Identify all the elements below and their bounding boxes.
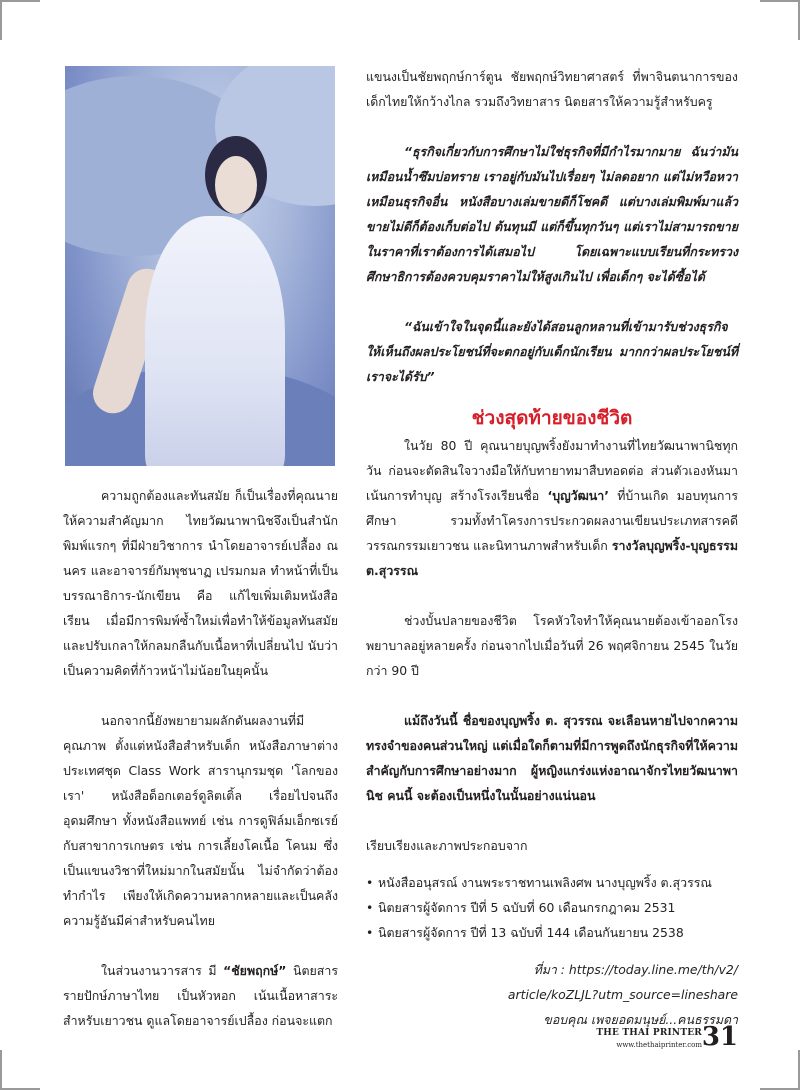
crop-mark — [0, 1050, 2, 1090]
source-line: ที่มา : https://today.line.me/th/v2/ — [533, 962, 738, 977]
paragraph: แขนงเป็นชัยพฤกษ์การ์ตูน ชัยพฤกษ์วิทยาศาสตร์ ที่พาจินตนาการของเด็กไทยให้กว้างไกล รวมถึงวิทยาสาร นิตยสารให้ความรู้สำหรับครู — [366, 69, 738, 109]
text-run: ในวัย 80 ปี คุณนายบุญพริ้งยังมาทำงานที่ไทยวัฒนาพานิชทุกวัน ก่อนจะตัดสินใจวางมือให้กับทายาทมาสืบทอดต่อ ส่วนตัวเองหันมาเน้นการทำบุญ สร้างโรงเรียนชื่อ — [366, 438, 738, 503]
text-run: นิตยสารรายปักษ์ภาษาไทย เป็นหัวหอก เน้นเนื้อหาสาระสำหรับเยาวชน ดูแลโดยอาจารย์เปลื้อง ก่อนจะแตก — [63, 963, 338, 1028]
text-run: ที่บ้านเกิด มอบทุนการศึกษา รวมทั้งทำโครงการประกวดผลงานเขียนประเภทสารคดี วรรณกรรมเยาวชน และนิทานภาพสำหรับเด็ก — [366, 488, 738, 553]
paragraph — [63, 958, 338, 1033]
text-run: ในส่วนงานวารสาร มี — [101, 963, 224, 978]
quote-paragraph: “ธุรกิจเกี่ยวกับการศึกษาไม่ใช่ธุรกิจที่มีกำไรมากมาย ฉันว่ามันเหมือนน้ำซึมบ่อทราย เราอยู่กับมันไปเรื่อยๆ ไม่ลดอยาก แต่ไม่หวือหวาเหมือนธุรกิจอื่น หนังสือบางเล่มขายดีก็โชคดี แต่บางเล่มพิมพ์มาแล้วขายไม่ดีก็ต้องเก็บต่อไป ต้นทุนมี แต่ก็ขึ้นทุกวันๆ แต่เราไม่สามารถขายในราคาที่เราต้องการได้เสมอไป โดยเฉพาะแบบเรียนที่กระทรวงศึกษาธิการต้องควบคุมราคาไม่ให้สูงเกินไป เพื่อเด็กๆ จะได้ซื้อได้ — [366, 144, 738, 284]
crop-mark — [0, 0, 40, 2]
source-line: article/koZLJL?utm_source=lineshare — [507, 987, 738, 1002]
reference-item: • หนังสืออนุสรณ์ งานพระราชทานเพลิงศพ นางบุญพริ้ง ต.สุวรรณ — [366, 870, 738, 895]
paragraph — [366, 433, 738, 583]
portrait-photo — [65, 66, 335, 466]
section-heading: ช่วงสุดท้ายของชีวิต — [471, 407, 633, 429]
school-name-bold: ‘บุญวัฒนา’ — [547, 488, 609, 503]
page-number: 31 — [701, 1022, 738, 1052]
references-title: เรียบเรียงและภาพประกอบจาก — [366, 838, 528, 853]
photo-person-dress — [145, 216, 285, 466]
photo-person-head — [205, 136, 267, 214]
crop-mark — [760, 0, 800, 2]
references-list — [366, 870, 738, 945]
acknowledgement-line: ขอบคุณ เพจยอดมนุษย์...คนธรรมดา — [543, 1012, 738, 1027]
left-column — [63, 483, 338, 1033]
reference-item: • นิตยสารผู้จัดการ ปีที่ 5 ฉบับที่ 60 เดือนกรกฎาคม 2531 — [366, 895, 738, 920]
magazine-url: www.thethaiprinter.com — [616, 1041, 702, 1049]
magazine-name-bold: “ชัยพฤกษ์” — [223, 963, 287, 978]
reference-item: • นิตยสารผู้จัดการ ปีที่ 13 ฉบับที่ 144 เดือนกันยายน 2538 — [366, 920, 738, 945]
crop-mark — [0, 0, 2, 40]
paragraph: นอกจากนี้ยังพยายามผลักดันผลงานที่มีคุณภาพ ตั้งแต่หนังสือสำหรับเด็ก หนังสือภาษาต่างประเทศชุด Class Work สารานุกรมชุด 'โลกของเรา' หนังสือด็อกเตอร์ดูลิตเติ้ล เรื่อยไปจนถึงอุดมศึกษา ทั้งหนังสือแพทย์ เช่น การดูฟิล์มเอ็กซเรย์ กับสาขาการเกษตร เช่น การเลี้ยงโคเนื้อ โคนม ซึ่งเป็นแขนงวิชาที่ใหม่มากในสมัยนั้น ไม่จำกัดว่าต้องทำกำไร เพียงให้เกิดความหลากหลายและเป็นคลังความรู้อันมีค่าสำหรับคนไทย — [63, 713, 338, 928]
closing-paragraph: แม้ถึงวันนี้ ชื่อของบุญพริ้ง ต. สุวรรณ จะเลือนหายไปจากความทรงจำของคนส่วนใหญ่ แต่เมื่อใดก็ตามที่มีการพูดถึงนักธุรกิจที่ให้ความสำคัญกับการศึกษาอย่างมาก ผู้หญิงแกร่งแห่งอาณาจักรไทยวัฒนาพานิช คนนี้ จะต้องเป็นหนึ่งในนั้นอย่างแน่นอน — [366, 713, 738, 803]
paragraph: ช่วงบั้นปลายของชีวิต โรคหัวใจทำให้คุณนายต้องเข้าออกโรงพยาบาลอยู่หลายครั้ง ก่อนจากไปเมื่อวันที่ 26 พฤศจิกายน 2545 ในวัยกว่า 90 ปี — [366, 613, 738, 678]
quote-paragraph: “ฉันเข้าใจในจุดนี้และยังได้สอนลูกหลานที่เข้ามารับช่วงธุรกิจ ให้เห็นถึงผลประโยชน์ที่จะตกอยู่กับเด็กนักเรียน มากกว่าผลประโยชน์ที่เราจะได้รับ” — [366, 319, 738, 384]
paragraph: ความถูกต้องและทันสมัย ก็เป็นเรื่องที่คุณนายให้ความสำคัญมาก ไทยวัฒนาพานิชจึงเป็นสำนักพิมพ์แรกๆ ที่มีฝ่ายวิชาการ นำโดยอาจารย์เปลื้อง ณ นคร และอาจารย์กัมพุชนาฏ เปรมกมล ทำหน้าที่เป็นบรรณาธิการ-นักเขียน คือ แก้ไขเพิ่มเติมหนังสือเรียน เมื่อมีการพิมพ์ซ้ำใหม่เพื่อทำให้ข้อมูลทันสมัย และปรับเกลาให้กลมกลืนกับเนื้อหาที่เปลี่ยนไป นับว่าเป็นความคิดที่ก้าวหน้าไม่น้อยในยุคนั้น — [63, 488, 338, 678]
magazine-name: THE THAI PRINTER — [596, 1028, 702, 1038]
right-column — [366, 64, 738, 1032]
award-name-bold: รางวัลบุญพริ้ง-บุญธรรม ต.สุวรรณ — [366, 538, 738, 578]
